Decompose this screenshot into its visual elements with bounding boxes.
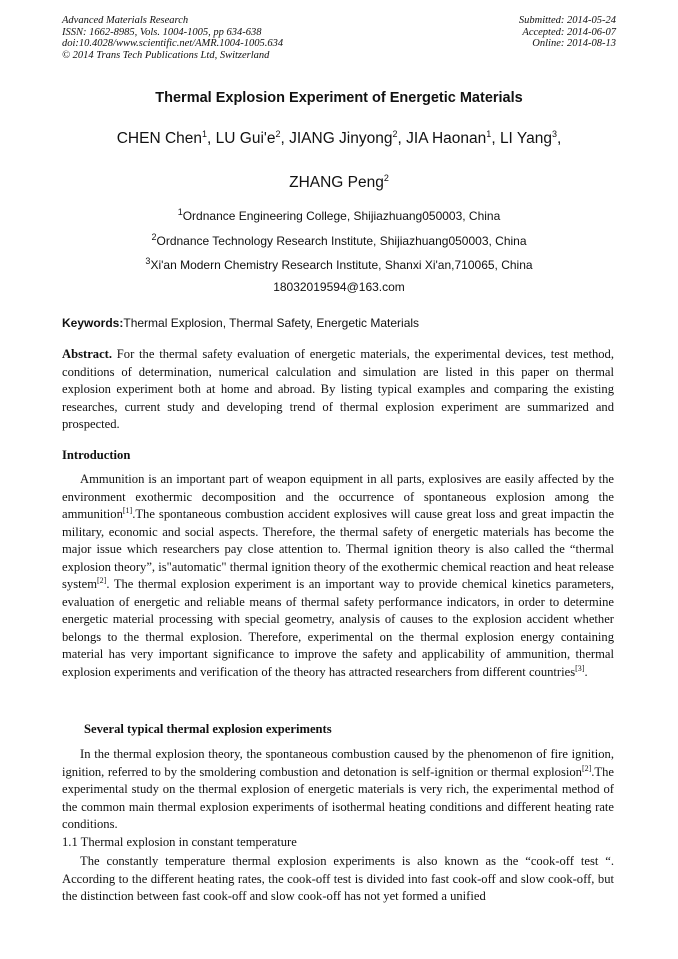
accepted-date: Accepted: 2014-06-07 xyxy=(522,26,616,38)
contact-email[interactable]: 18032019594@163.com xyxy=(273,280,405,294)
abstract xyxy=(62,346,614,434)
author-name: ZHANG Peng xyxy=(289,174,384,191)
journal-name: Advanced Materials Research xyxy=(62,15,189,26)
author-affiliation-mark: 3 xyxy=(551,128,557,139)
author-affiliation-mark: 1 xyxy=(486,128,492,139)
paper-title: Thermal Explosion Experiment of Energetic Materials xyxy=(155,90,523,106)
author-list: CHEN Chen$^1$, LU $Gui'e^2$, JIANG Jinyong$^2$, JIA Haonan$^1$, LI Yang$^3$, xyxy=(116,128,562,147)
journal-info xyxy=(62,15,283,61)
author-affiliation-mark: 2 xyxy=(383,172,389,183)
keywords-label: Keywords: xyxy=(62,316,124,330)
citation[interactable]: [2] xyxy=(96,576,107,586)
keywords-text: Thermal Explosion, Thermal Safety, Energetic Materials xyxy=(123,316,420,330)
intro-paragraph: Ammunition is an important part of weapon equipment in all parts, explosives are easily affected by the environment exothermic decomposition and the occurrence of spontaneous explosion among the ammunition[1].The spontaneous combustion accident explosives will cause great loss and great impactin the military, economic and social aspects. Therefore, the thermal safety of energetic materials has become the major issue which researchers pay close attention to. Thermal ignition theory is also called the “thermal explosion theory”, is"automatic" thermal ignition theory of the exothermic chemical reaction and heat release system[2]. The thermal explosion experiment is an important way to provide chemical kinetics parameters, evaluation of energetic and reliable means of thermal safety performance indicators, in order to determine energetic material processing with special geometry, analysis of causes to the explosion accident whether belongs to the thermal explosion. Therefore, experimental on the thermal explosion energy containing material has very important significance to improve the safety and applicability of ammunition, thermal explosion experiments and verification of the theory has attracted researchers from different countries[3]. xyxy=(62,472,614,680)
doi-line: doi:10.4028/www.scientific.net/AMR.1004-1005.634 xyxy=(62,38,284,49)
section-paragraph: The constantly temperature thermal explosion experiments is also known as the “cook-off test “. According to the different heating rates, the cook-off test is divided into fast cook-off and slow cook-off, but the distinction between fast cook-off and slow cook-off has not yet formed a unified xyxy=(62,854,614,904)
affiliation: $^2$Ordnance Technology Research Institute, Shijiazhuang050003, China xyxy=(151,232,527,248)
section-heading: Introduction xyxy=(62,448,131,462)
copyright-line: © 2014 Trans Tech Publications Ltd, Switzerland xyxy=(62,49,270,61)
publication-dates xyxy=(519,15,616,50)
section-paragraph: In the thermal explosion theory, the spontaneous combustion caused by the phenomenon of fire ignition, ignition, referred to by the smoldering combustion and detonation is self-ignition or thermal explosion[2].The experimental study on the thermal explosion of energetic materials is very rich, the experimental method of the common main thermal explosion experiments of isothermal heating conditions and different heating rate conditions. xyxy=(62,747,614,832)
citation[interactable]: [3] xyxy=(575,663,585,673)
issn-line: ISSN: 1662-8985, Vols. 1004-1005, pp 634-638 xyxy=(62,26,262,38)
affiliation: $^3$Xi'an Modern Chemistry Research Institute, Shanxi Xi'an,710065, China xyxy=(145,256,533,272)
submitted-date: Submitted: 2014-05-24 xyxy=(518,15,616,26)
author-name: JIANG Jinyong xyxy=(289,130,393,147)
author-list-continued xyxy=(0,174,678,192)
keywords xyxy=(62,316,419,330)
citation[interactable]: [2] xyxy=(581,763,592,773)
abstract-text: For the thermal safety evaluation of energetic materials, the experimental devices, test method, conditions of determination, numerical calculation and simulation are listed in this paper on thermal explosion experiment both at home and abroad. By listing typical examples and comparing the existing researches, current study and developing trend of thermal explosion experiment are summarized and prospected. xyxy=(62,347,614,432)
author-name: CHEN Chen xyxy=(116,130,202,147)
author-name: JIA Haonan xyxy=(406,130,487,147)
subsection-heading: 1.1 Thermal explosion in constant temperature xyxy=(62,835,297,849)
affiliation: $^1$Ordnance Engineering College, Shijiazhuang050003, China xyxy=(177,207,501,223)
section-heading: Several typical thermal explosion experiments xyxy=(84,722,332,736)
online-date: Online: 2014-08-13 xyxy=(532,38,616,49)
citation[interactable]: [1] xyxy=(122,505,133,515)
author-affiliation-mark: 1 xyxy=(202,128,208,139)
author-name: LU Gui'e xyxy=(215,130,276,147)
author-affiliation-mark: 2 xyxy=(392,128,398,139)
abstract-label: Abstract. xyxy=(62,347,113,361)
author-name: LI Yang xyxy=(499,130,552,147)
author-affiliation-mark: 2 xyxy=(275,128,281,139)
